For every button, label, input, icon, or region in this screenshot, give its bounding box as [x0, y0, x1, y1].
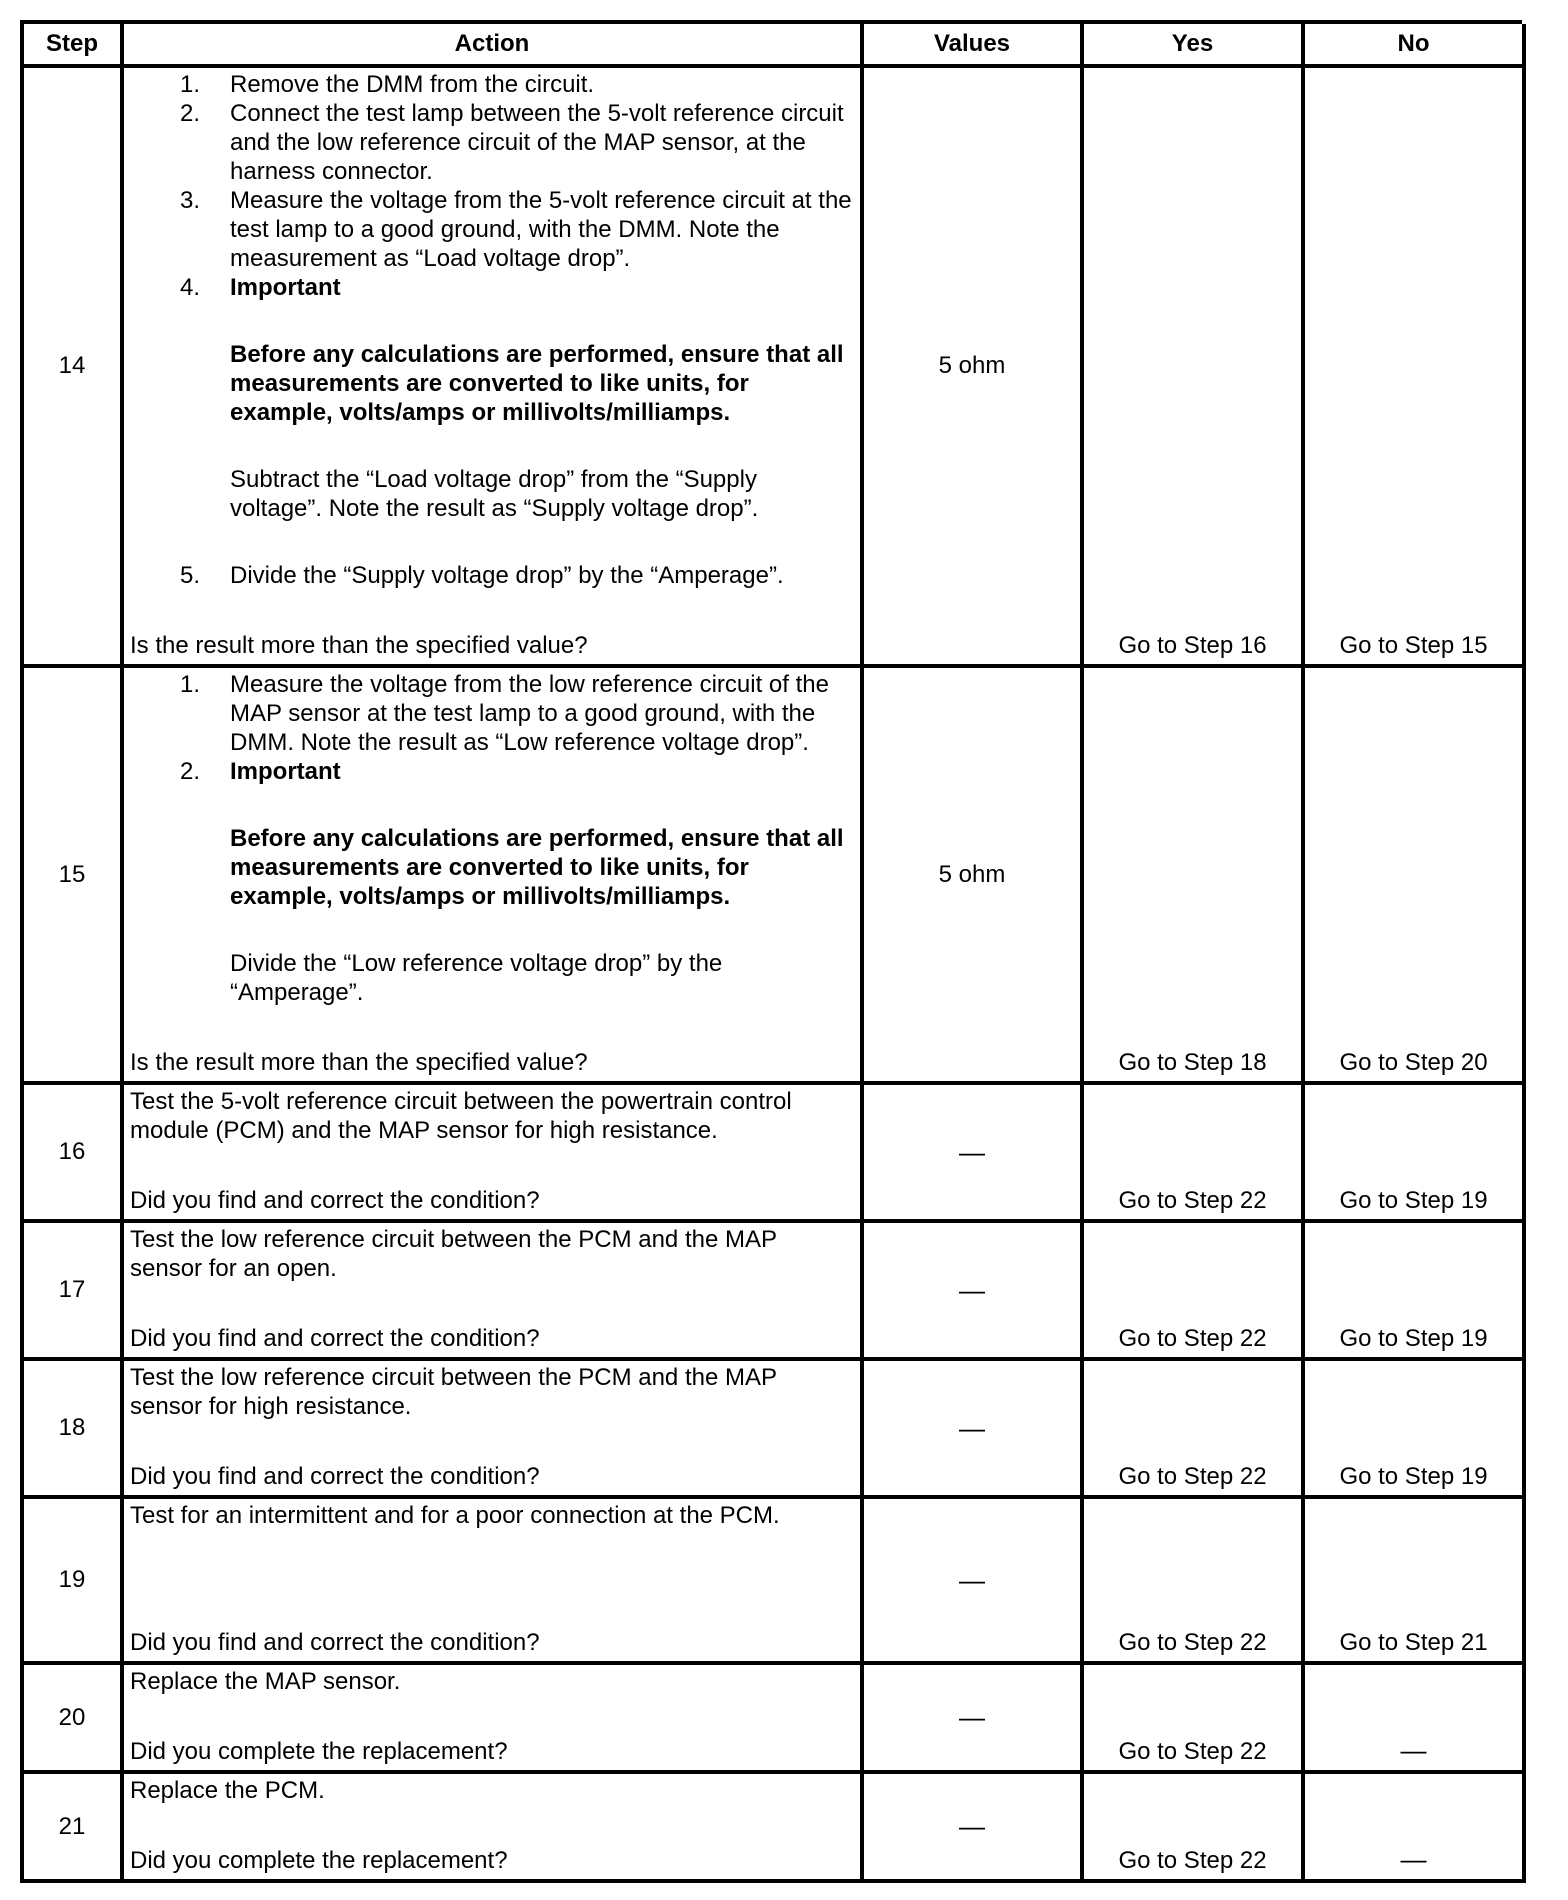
yes-cell: Go to Step 22 [1084, 1499, 1305, 1665]
header-values: Values [864, 24, 1084, 68]
action-cell [124, 1085, 864, 1223]
action-cell [124, 1223, 864, 1361]
no-cell: Go to Step 19 [1305, 1223, 1526, 1361]
step-number: 21 [24, 1774, 124, 1883]
list-item: 1. Remove the DMM from the circuit. [179, 71, 595, 98]
step-number: 20 [24, 1665, 124, 1774]
no-cell: Go to Step 21 [1305, 1499, 1526, 1665]
header-step: Step [24, 24, 124, 68]
instruction-text: Replace the PCM. [130, 1777, 325, 1804]
no-cell: Go to Step 15 [1305, 68, 1526, 668]
diagnostic-table [20, 20, 1522, 1883]
header-action: Action [124, 24, 864, 68]
yes-cell: Go to Step 22 [1084, 1361, 1305, 1499]
step-number: 19 [24, 1499, 124, 1665]
header-no: No [1305, 24, 1526, 68]
instruction-text: Test the low reference circuit between the PCM and the MAP sensor for high resistance. [130, 1364, 777, 1420]
action-cell [124, 1361, 864, 1499]
step-number: 15 [24, 668, 124, 1085]
yes-cell: Go to Step 22 [1084, 1774, 1305, 1883]
yes-cell: Go to Step 18 [1084, 668, 1305, 1085]
value-cell: 5 ohm [864, 668, 1084, 1085]
question-text: Is the result more than the specified value? [130, 1049, 588, 1076]
value-cell: — [864, 1085, 1084, 1223]
no-cell: — [1305, 1774, 1526, 1883]
action-cell [124, 1499, 864, 1665]
important-note: Before any calculations are performed, ensure that all measurements are converted to like units, for example, volts/amps or millivolts/milliamps. [230, 825, 844, 910]
list-item: 4. Important [179, 274, 341, 301]
instruction-text: Test for an intermittent and for a poor connection at the PCM. [130, 1502, 780, 1529]
value-cell: — [864, 1499, 1084, 1665]
value-cell: — [864, 1361, 1084, 1499]
no-cell: — [1305, 1665, 1526, 1774]
no-cell: Go to Step 20 [1305, 668, 1526, 1085]
instruction-text: Test the low reference circuit between the PCM and the MAP sensor for an open. [130, 1226, 777, 1282]
action-cell [124, 1665, 864, 1774]
value-cell: — [864, 1774, 1084, 1883]
instruction-text: Test the 5-volt reference circuit between the powertrain control module (PCM) and the MAP sensor for high resistance. [130, 1088, 792, 1144]
yes-cell: Go to Step 16 [1084, 68, 1305, 668]
action-cell [124, 668, 864, 1085]
important-note: Before any calculations are performed, ensure that all measurements are converted to like units, for example, volts/amps or millivolts/milliamps. [230, 341, 844, 426]
instruction-text: Subtract the “Load voltage drop” from the “Supply voltage”. Note the result as “Supply voltage drop”. [230, 466, 759, 522]
step-number: 16 [24, 1085, 124, 1223]
question-text: Did you find and correct the condition? [130, 1325, 540, 1352]
list-item: 2. Connect the test lamp between the 5-volt reference circuit and the low reference circuit of the MAP sensor, at the harness connector. [179, 100, 844, 185]
action-cell [124, 1774, 864, 1883]
yes-cell: Go to Step 22 [1084, 1665, 1305, 1774]
instruction-text: Replace the MAP sensor. [130, 1668, 401, 1695]
value-cell: — [864, 1665, 1084, 1774]
step-number: 18 [24, 1361, 124, 1499]
no-cell: Go to Step 19 [1305, 1361, 1526, 1499]
yes-cell: Go to Step 22 [1084, 1085, 1305, 1223]
question-text: Did you find and correct the condition? [130, 1463, 540, 1490]
yes-cell: Go to Step 22 [1084, 1223, 1305, 1361]
step-number: 17 [24, 1223, 124, 1361]
list-item: 3. Measure the voltage from the 5-volt reference circuit at the test lamp to a good ground, with the DMM. Note the measurement as “Load voltage drop”. [179, 187, 852, 272]
question-text: Did you complete the replacement? [130, 1847, 508, 1874]
question-text: Did you find and correct the condition? [130, 1187, 540, 1214]
question-text: Is the result more than the specified value? [130, 632, 588, 659]
question-text: Did you find and correct the condition? [130, 1629, 540, 1656]
header-yes: Yes [1084, 24, 1305, 68]
action-cell [124, 68, 864, 668]
step-number: 14 [24, 68, 124, 668]
value-cell: 5 ohm [864, 68, 1084, 668]
list-item: 2. Important [179, 758, 341, 785]
list-item: 5. Divide the “Supply voltage drop” by the “Amperage”. [179, 562, 784, 589]
no-cell: Go to Step 19 [1305, 1085, 1526, 1223]
instruction-text: Divide the “Low reference voltage drop” by the “Amperage”. [230, 950, 723, 1006]
list-item: 1. Measure the voltage from the low reference circuit of the MAP sensor at the test lamp to a good ground, with the DMM. Note the result as “Low reference voltage drop”. [179, 671, 829, 756]
question-text: Did you complete the replacement? [130, 1738, 508, 1765]
value-cell: — [864, 1223, 1084, 1361]
